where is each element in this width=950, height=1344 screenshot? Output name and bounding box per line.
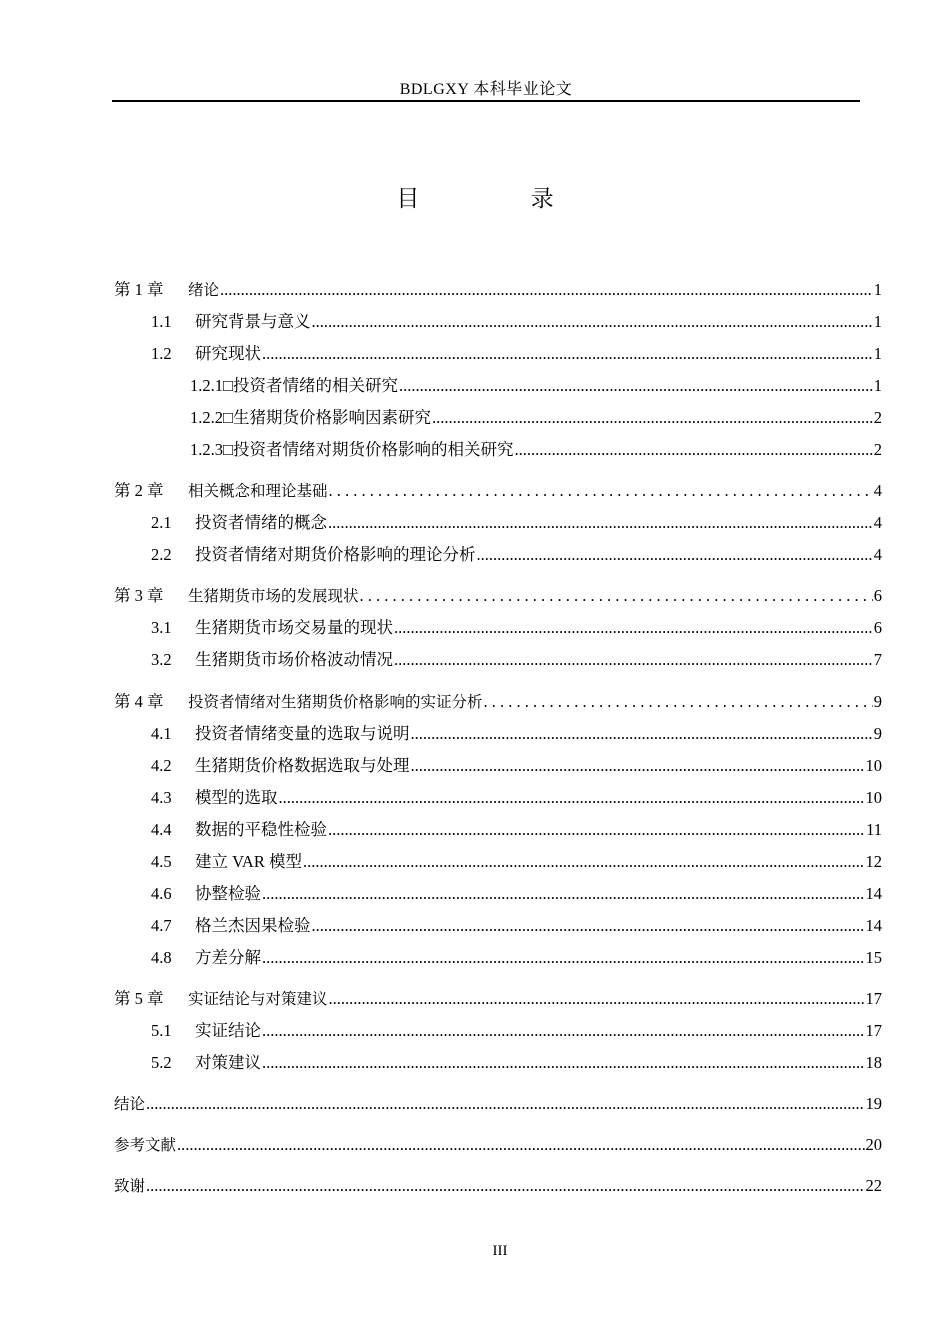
toc-entry-label: 生猪期货价格影响因素研究 — [232, 408, 431, 427]
dot-leader — [411, 720, 873, 748]
toc-entry-page: 7 — [873, 650, 882, 669]
toc-entry-page: 15 — [865, 948, 882, 967]
toc-entry-label: 相关概念和理论基础 — [188, 482, 328, 500]
toc-entry-label: 投资者情绪的概念 — [195, 513, 327, 532]
toc-entry-page: 17 — [865, 989, 882, 1008]
toc-entry-number: 5.1 — [151, 1021, 172, 1040]
toc-entry-label: 生猪期货市场的发展现状 — [188, 587, 359, 605]
toc-entry-page: 10 — [865, 756, 882, 775]
header-rule — [112, 100, 860, 102]
toc-entry-number: 第 2 章 — [114, 481, 164, 500]
toc-entry-page: 1 — [873, 344, 882, 363]
toc-entry-label: 结论 — [114, 1095, 146, 1113]
toc-entry-label: 生猪期货市场交易量的现状 — [195, 618, 393, 637]
toc-entry-page: 20 — [865, 1135, 882, 1154]
toc-entry[interactable] — [190, 404, 882, 432]
dot-leader — [303, 848, 865, 876]
toc-entry-page: 17 — [865, 1021, 882, 1040]
toc-entry-number: 4.4 — [151, 820, 172, 839]
dot-leader — [220, 276, 873, 304]
toc-entry-page: 1 — [873, 312, 882, 331]
toc-entry[interactable] — [151, 340, 882, 368]
toc-entry-label: 对策建议 — [195, 1053, 261, 1072]
dot-leader — [514, 436, 872, 464]
toc-entry-label: 方差分解 — [195, 948, 261, 967]
toc-entry-number: 1.1 — [151, 312, 172, 331]
dot-leader — [411, 752, 865, 780]
toc-entry-number: 2.2 — [151, 545, 172, 564]
dot-leader — [262, 944, 865, 972]
toc-entry-page: 4 — [873, 513, 882, 532]
toc-entry-page: 11 — [866, 820, 882, 839]
toc-entry-number: 4.6 — [151, 884, 172, 903]
toc-entry-label: 投资者情绪变量的选取与说明 — [195, 724, 410, 743]
dot-leader — [477, 541, 873, 569]
toc-entry-page: 19 — [865, 1094, 882, 1113]
toc-entry-label: 生猪期货市场价格波动情况 — [195, 650, 393, 669]
toc-entry-label: 投资者情绪对期货价格影响的理论分析 — [195, 545, 476, 564]
dot-leader — [262, 1017, 865, 1045]
page-number: III — [492, 1243, 508, 1259]
toc-entry-page: 4 — [873, 481, 882, 500]
toc-entry[interactable] — [114, 688, 882, 716]
toc-entry[interactable] — [151, 752, 882, 780]
toc-entry-page: 6 — [873, 618, 882, 637]
toc-entry-number: 1.2 — [151, 344, 172, 363]
toc-entry[interactable] — [151, 1049, 882, 1077]
dot-leader — [329, 985, 865, 1013]
toc-entry[interactable] — [114, 985, 882, 1013]
toc-entry-number: 4.7 — [151, 916, 172, 935]
toc-entry-page: 18 — [865, 1053, 882, 1072]
toc-entry[interactable] — [151, 614, 882, 642]
toc-entry[interactable] — [190, 372, 882, 400]
dot-leader — [262, 1049, 865, 1077]
toc-entry[interactable] — [151, 784, 882, 812]
dot-leader — [432, 404, 873, 432]
dot-leader — [312, 912, 865, 940]
toc-entry-label: 参考文献 — [114, 1136, 177, 1154]
toc-entry-number: 1.2.1□ — [190, 376, 233, 395]
toc-entry-number: 4.2 — [151, 756, 172, 775]
dot-leader — [394, 614, 873, 642]
toc-entry-page: 4 — [873, 545, 882, 564]
toc-entry-number: 5.2 — [151, 1053, 172, 1072]
toc-entry-number: 第 4 章 — [114, 692, 164, 711]
toc-entry-number: 第 1 章 — [114, 280, 164, 299]
toc-entry-label: 研究现状 — [195, 344, 261, 363]
toc-entry-label: 模型的选取 — [195, 788, 278, 807]
toc-entry-page: 10 — [865, 788, 882, 807]
toc-entry[interactable] — [114, 477, 882, 505]
toc-entry-number: 第 3 章 — [114, 586, 164, 605]
toc-entry-label: 实证结论 — [195, 1021, 261, 1040]
toc-entry-label: 投资者情绪对期货价格影响的相关研究 — [232, 440, 514, 459]
toc-entry-label: 致谢 — [114, 1177, 146, 1195]
toc-entry[interactable] — [114, 582, 882, 610]
dot-leader — [328, 509, 873, 537]
toc-entry-page: 6 — [873, 586, 882, 605]
toc-entry-number: 3.2 — [151, 650, 172, 669]
toc-entry[interactable] — [114, 1090, 882, 1118]
toc-entry-label: 投资者情绪对生猪期货价格影响的实证分析 — [188, 693, 483, 711]
toc-entry-number: 4.3 — [151, 788, 172, 807]
toc-entry-label: 投资者情绪的相关研究 — [232, 376, 398, 395]
toc-entry-label: 协整检验 — [195, 884, 261, 903]
toc-entry-label: 格兰杰因果检验 — [195, 916, 311, 935]
dot-leader — [329, 477, 873, 505]
toc-entry[interactable] — [151, 816, 882, 844]
toc-entry-number: 4.8 — [151, 948, 172, 967]
dot-leader — [146, 1172, 864, 1200]
toc-entry-page: 12 — [865, 852, 882, 871]
toc-entry-page: 2 — [873, 408, 882, 427]
running-header: BDLGXY 本科毕业论文 — [399, 81, 573, 98]
toc-entry[interactable] — [114, 1172, 882, 1200]
toc-entry-label: 数据的平稳性检验 — [195, 820, 327, 839]
toc-entry-page: 1 — [873, 376, 882, 395]
toc-entry[interactable] — [151, 308, 882, 336]
toc-title: 目 录 — [396, 186, 606, 212]
dot-leader — [262, 340, 873, 368]
toc-entry[interactable] — [190, 436, 882, 464]
toc-entry-number: 3.1 — [151, 618, 172, 637]
toc-entry-page: 9 — [873, 724, 882, 743]
toc-entry[interactable] — [151, 509, 882, 537]
toc-entry[interactable] — [151, 1017, 882, 1045]
toc-entry[interactable] — [151, 720, 882, 748]
toc-entry-number: 4.5 — [151, 852, 172, 871]
dot-leader — [399, 372, 873, 400]
dot-leader — [146, 1090, 864, 1118]
toc-entry-page: 2 — [873, 440, 882, 459]
toc-entry-number: 第 5 章 — [114, 989, 164, 1008]
toc-entry-page: 14 — [865, 916, 882, 935]
dot-leader — [279, 784, 865, 812]
dot-leader — [360, 582, 873, 610]
toc-entry-label: 研究背景与意义 — [195, 312, 311, 331]
toc-entry[interactable] — [151, 944, 882, 972]
toc-entry-number: 1.2.3□ — [190, 440, 233, 459]
dot-leader — [177, 1131, 864, 1159]
toc-entry[interactable] — [151, 541, 882, 569]
dot-leader — [484, 688, 873, 716]
toc-entry[interactable] — [151, 912, 882, 940]
toc-entry[interactable] — [151, 880, 882, 908]
toc-entry-number: 4.1 — [151, 724, 172, 743]
toc-entry-page: 1 — [873, 280, 882, 299]
dot-leader — [328, 816, 865, 844]
dot-leader — [394, 646, 873, 674]
toc-entry-label: 建立 VAR 模型 — [195, 852, 302, 871]
toc-entry-page: 14 — [865, 884, 882, 903]
toc-entry-label: 生猪期货价格数据选取与处理 — [195, 756, 410, 775]
toc-entry[interactable] — [151, 848, 882, 876]
toc-entry-number: 1.2.2□ — [190, 408, 233, 427]
dot-leader — [262, 880, 865, 908]
toc-entry[interactable] — [114, 1131, 882, 1159]
toc-entry-page: 9 — [873, 692, 882, 711]
toc-entry[interactable] — [114, 276, 882, 304]
toc-entry-page: 22 — [865, 1176, 882, 1195]
toc-entry-number: 2.1 — [151, 513, 172, 532]
toc-entry[interactable] — [151, 646, 882, 674]
dot-leader — [312, 308, 873, 336]
toc-entry-label: 实证结论与对策建议 — [188, 990, 328, 1008]
toc-entry-label: 绪论 — [188, 281, 220, 299]
